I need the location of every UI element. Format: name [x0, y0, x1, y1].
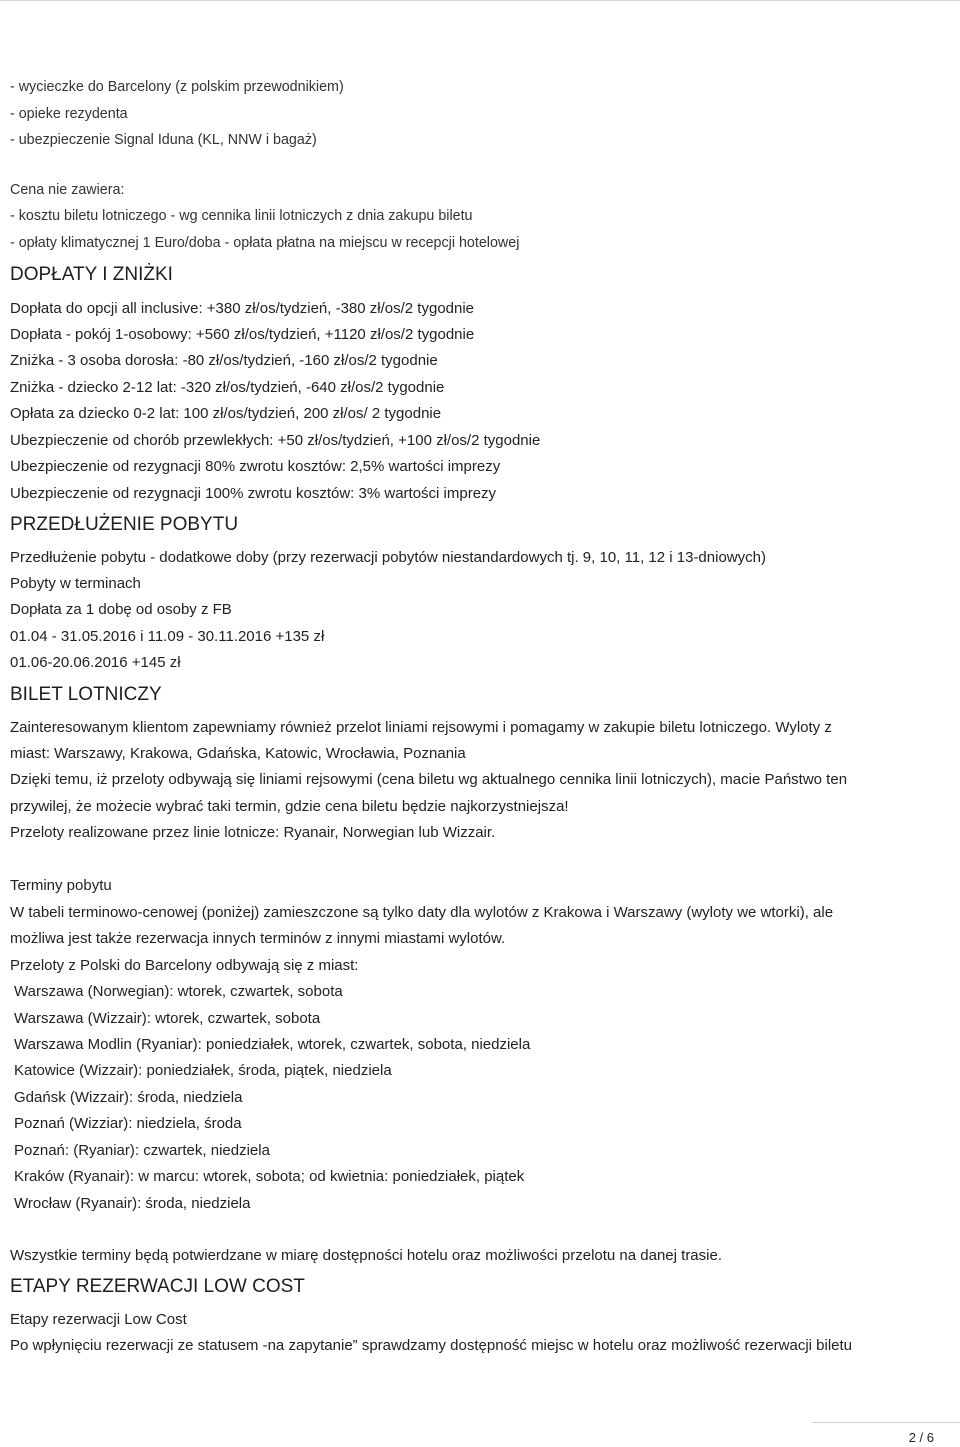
- extension-line: 01.04 - 31.05.2016 i 11.09 - 30.11.2016 +135 zł: [10, 628, 325, 645]
- terms-note: Wszystkie terminy będą potwierdzane w miarę dostępności hotelu oraz możliwości przelotu na danej trasie.: [10, 1247, 722, 1264]
- extension-heading: PRZEDŁUŻENIE POBYTU: [10, 514, 239, 535]
- surcharge-item: Zniżka - 3 osoba dorosła: -80 zł/os/tydzień, -160 zł/os/2 tygodnie: [10, 352, 438, 369]
- intro-item: - opieke rezydenta: [10, 106, 128, 122]
- city-item: Kraków (Ryanair): w marcu: wtorek, sobota; od kwietnia: poniedziałek, piątek: [14, 1168, 525, 1185]
- intro-item: - ubezpieczenie Signal Iduna (KL, NNW i bagaż): [10, 132, 317, 148]
- city-item: Poznań: (Ryaniar): czwartek, niedziela: [14, 1142, 270, 1159]
- page-number: 2 / 6: [908, 1430, 934, 1445]
- surcharge-item: Zniżka - dziecko 2-12 lat: -320 zł/os/tydzień, -640 zł/os/2 tygodnie: [10, 379, 445, 396]
- footer-rule: [812, 1422, 960, 1423]
- city-item: Wrocław (Ryanair): środa, niedziela: [14, 1195, 251, 1212]
- ticket-heading: BILET LOTNICZY: [10, 684, 162, 705]
- terms-line: W tabeli terminowo-cenowej (poniżej) zamieszczone są tylko daty dla wylotów z Krakowa i Warszawy (wyloty we wtorki), ale: [10, 904, 834, 921]
- terms-title: Terminy pobytu: [10, 877, 112, 894]
- booking-heading: ETAPY REZERWACJI LOW COST: [10, 1276, 305, 1297]
- excluded-title: Cena nie zawiera:: [10, 182, 125, 198]
- surcharge-item: Dopłata - pokój 1-osobowy: +560 zł/os/tydzień, +1120 zł/os/2 tygodnie: [10, 326, 475, 343]
- surcharge-item: Ubezpieczenie od rezygnacji 100% zwrotu kosztów: 3% wartości imprezy: [10, 485, 497, 502]
- city-item: Poznań (Wizziar): niedziela, środa: [14, 1115, 242, 1132]
- booking-text: Po wpłynięciu rezerwacji ze statusem -na zapytanie” sprawdzamy dostępność miejsc w hotelu oraz możliwość rezerwacji biletu: [10, 1337, 853, 1354]
- surcharge-item: Ubezpieczenie od rezygnacji 80% zwrotu kosztów: 2,5% wartości imprezy: [10, 458, 501, 475]
- excluded-item: - kosztu biletu lotniczego - wg cennika linii lotniczych z dnia zakupu biletu: [10, 208, 473, 224]
- terms-line: możliwa jest także rezerwacja innych terminów z innymi miastami wylotów.: [10, 930, 506, 947]
- ticket-line: Dzięki temu, iż przeloty odbywają się liniami rejsowymi (cena biletu wg aktualnego cennika linii lotniczych), macie Państwo ten: [10, 771, 848, 788]
- surcharges-heading: DOPŁATY I ZNIŻKI: [10, 264, 173, 285]
- extension-line: 01.06-20.06.2016 +145 zł: [10, 654, 181, 671]
- ticket-line: miast: Warszawy, Krakowa, Gdańska, Katowic, Wrocławia, Poznania: [10, 745, 466, 762]
- surcharge-item: Dopłata do opcji all inclusive: +380 zł/os/tydzień, -380 zł/os/2 tygodnie: [10, 300, 475, 317]
- extension-line: Pobyty w terminach: [10, 575, 141, 592]
- intro-item: - wycieczke do Barcelony (z polskim przewodnikiem): [10, 79, 344, 95]
- ticket-line: przywilej, że możecie wybrać taki termin, gdzie cena biletu będzie najkorzystniejsza!: [10, 798, 569, 815]
- surcharge-item: Ubezpieczenie od chorób przewlekłych: +50 zł/os/tydzień, +100 zł/os/2 tygodnie: [10, 432, 541, 449]
- extension-line: Przedłużenie pobytu - dodatkowe doby (przy rezerwacji pobytów niestandardowych tj. 9, 10, 11, 12 i 13-dniowych): [10, 549, 766, 566]
- terms-line: Przeloty z Polski do Barcelony odbywają się z miast:: [10, 957, 359, 974]
- booking-subtitle: Etapy rezerwacji Low Cost: [10, 1311, 187, 1328]
- top-rule: [0, 0, 960, 1]
- city-item: Katowice (Wizzair): poniedziałek, środa, piątek, niedziela: [14, 1062, 392, 1079]
- city-item: Gdańsk (Wizzair): środa, niedziela: [14, 1089, 243, 1106]
- city-item: Warszawa (Norwegian): wtorek, czwartek, sobota: [14, 983, 343, 1000]
- city-item: Warszawa (Wizzair): wtorek, czwartek, sobota: [14, 1010, 321, 1027]
- ticket-line: Zainteresowanym klientom zapewniamy również przelot liniami rejsowymi i pomagamy w zakupie biletu lotniczego. Wyloty z: [10, 719, 832, 736]
- extension-line: Dopłata za 1 dobę od osoby z FB: [10, 601, 232, 618]
- city-item: Warszawa Modlin (Ryaniar): poniedziałek, wtorek, czwartek, sobota, niedziela: [14, 1036, 531, 1053]
- excluded-item: - opłaty klimatycznej 1 Euro/doba - opłata płatna na miejscu w recepcji hotelowej: [10, 235, 520, 251]
- ticket-line: Przeloty realizowane przez linie lotnicze: Ryanair, Norwegian lub Wizzair.: [10, 824, 496, 841]
- surcharge-item: Opłata za dziecko 0-2 lat: 100 zł/os/tydzień, 200 zł/os/ 2 tygodnie: [10, 405, 442, 422]
